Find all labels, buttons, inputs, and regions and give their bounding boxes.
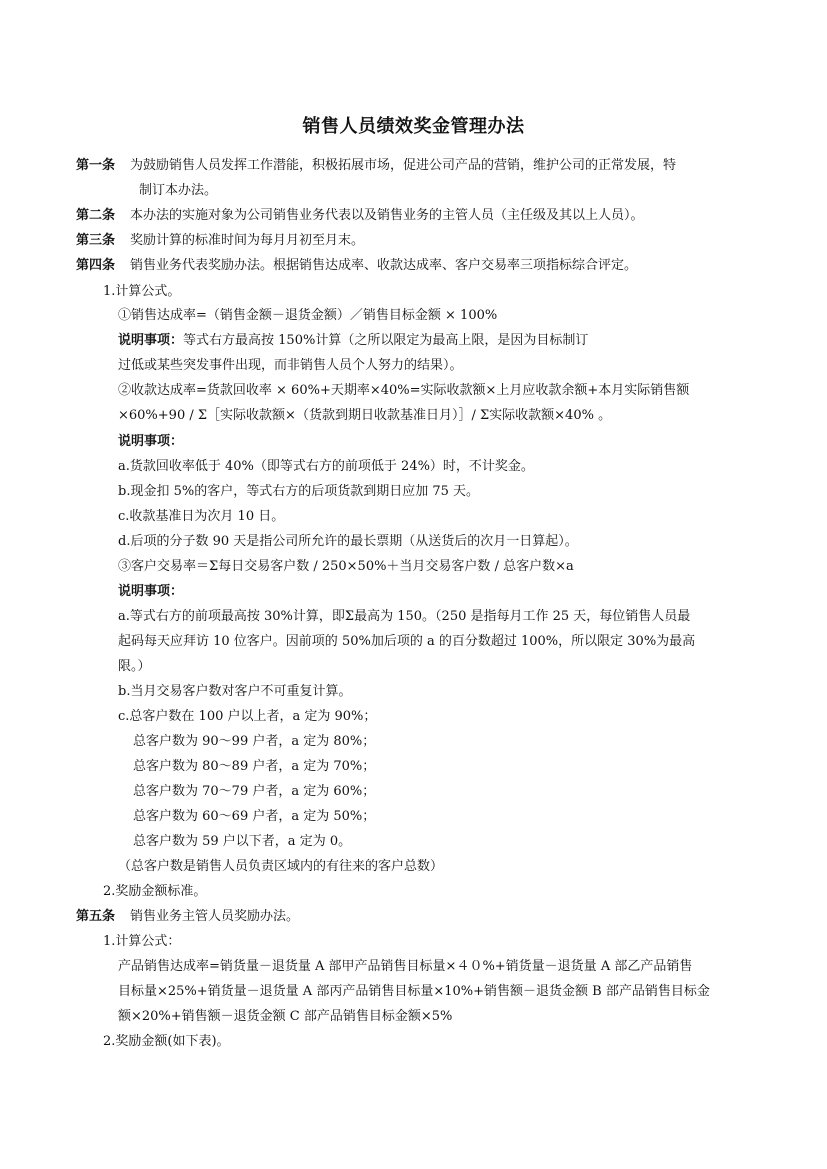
note-3-tier-80: 总客户数为 90～99 户者，a 定为 80%；: [133, 734, 376, 749]
note-3-tier-70: 总客户数为 80～89 户者，a 定为 70%；: [133, 759, 376, 774]
note-3-item-a-line-3: 限。）: [118, 659, 151, 674]
article-1: [76, 158, 676, 174]
formula-product-sales-line-3: 额×20%+销售额－退货金额 C 部产品销售目标金额×5%: [118, 1009, 453, 1024]
article-5: [76, 909, 299, 925]
note-3-item-a-line-1: a.等式右方的前项最高按 30%计算，即Σ最高为 150。（250 是指每月工作 25 天，每位销售人员最: [118, 609, 691, 624]
article-5-label: 第五条: [76, 909, 116, 924]
formula-product-sales-line-2: 目标量×25%+销货量－退货量 A 部丙产品销售目标量×10%+销售额－退货金额 B 部产品销售目标金: [118, 984, 710, 999]
article-2-label: 第二条: [76, 208, 116, 223]
article-4-section-2: 2.奖励金额标准。: [103, 884, 207, 899]
note-3-item-b: b.当月交易客户数对客户不可重复计算。: [118, 684, 352, 699]
note-3-tier-0: 总客户数为 59 户以下者，a 定为 0。: [133, 834, 352, 849]
formula-customer-transaction: ③客户交易率＝Σ每日交易客户数 / 250×50%＋当月交易客户数 / 总客户数×a: [118, 559, 574, 574]
note-1-continuation: 过低或某些突发事件出现，而非销售人员个人努力的结果）。: [118, 358, 463, 373]
article-3-label: 第三条: [76, 233, 116, 248]
note-1: [118, 333, 588, 349]
article-1-label: 第一条: [76, 158, 116, 173]
article-2-text: 本办法的实施对象为公司销售业务代表以及销售业务的主管人员（主任级及其以上人员）。: [130, 208, 644, 223]
note-3-parenthetical: （总客户数是销售人员负责区域内的有往来的客户总数）: [118, 859, 444, 874]
article-4-section-1: 1.计算公式。: [103, 284, 181, 299]
article-4: [76, 258, 637, 274]
article-5-section-1: 1.计算公式：: [103, 934, 181, 949]
formula-collection-line-1: ②收款达成率=货款回收率 × 60%+天期率×40%=实际收款额×上月应收款余额+本月实际销售额: [118, 383, 690, 398]
formula-collection-line-2: ×60%+90 / Σ［实际收款额×（货款到期日收款基准日月）］/ Σ实际收款额×40% 。: [118, 408, 612, 423]
formula-product-sales-line-1: 产品销售达成率=销货量－退货量 A 部甲产品销售目标量×４０%+销货量－退货量 A 部乙产品销售: [118, 959, 693, 974]
article-2: [76, 208, 644, 224]
note-3-label: 说明事项：: [118, 584, 184, 599]
note-2-item-a: a.货款回收率低于 40%（即等式右方的前项低于 24%）时，不计奖金。: [118, 459, 534, 474]
article-3-text: 奖励计算的标准时间为每月月初至月末。: [130, 233, 365, 248]
note-2-item-c: c.收款基准日为次月 10 日。: [118, 509, 285, 524]
article-4-label: 第四条: [76, 258, 116, 273]
note-3-item-a-line-2: 起码每天应拜访 10 位客户。因前项的 50%加后项的 a 的百分数超过 100%，所以限定 30%为最高: [118, 634, 696, 649]
page-title: 销售人员绩效奖金管理办法: [302, 116, 525, 137]
article-5-section-2: 2.奖励金额(如下表)。: [103, 1034, 230, 1049]
article-1-text: 为鼓励销售人员发挥工作潜能，积极拓展市场，促进公司产品的营销，维护公司的正常发展，特: [130, 158, 677, 173]
note-3-item-c: c.总客户数在 100 户以上者，a 定为 90%；: [118, 709, 377, 724]
note-2-label: 说明事项：: [118, 434, 184, 449]
note-2-item-b: b.现金扣 5%的客户，等式右方的后项货款到期日应加 75 天。: [118, 484, 480, 499]
article-3: [76, 233, 364, 249]
note-1-text: 等式右方最高按 150%计算（之所以限定为最高上限，是因为目标制订: [183, 333, 589, 348]
article-1-continuation: 制订本办法。: [139, 183, 218, 198]
formula-sales-achievement: ①销售达成率=（销售金额－退货金额）／销售目标金额 × 100%: [118, 308, 498, 323]
note-1-label: 说明事项：: [118, 333, 184, 348]
article-4-text: 销售业务代表奖励办法。根据销售达成率、收款达成率、客户交易率三项指标综合评定。: [130, 258, 638, 273]
note-3-tier-60: 总客户数为 70～79 户者，a 定为 60%；: [133, 784, 376, 799]
article-5-text: 销售业务主管人员奖励办法。: [130, 909, 300, 924]
note-2-item-d: d.后项的分子数 90 天是指公司所允许的最长票期（从送货后的次月一日算起）。: [118, 534, 578, 549]
note-3-tier-50: 总客户数为 60～69 户者，a 定为 50%；: [133, 809, 376, 824]
